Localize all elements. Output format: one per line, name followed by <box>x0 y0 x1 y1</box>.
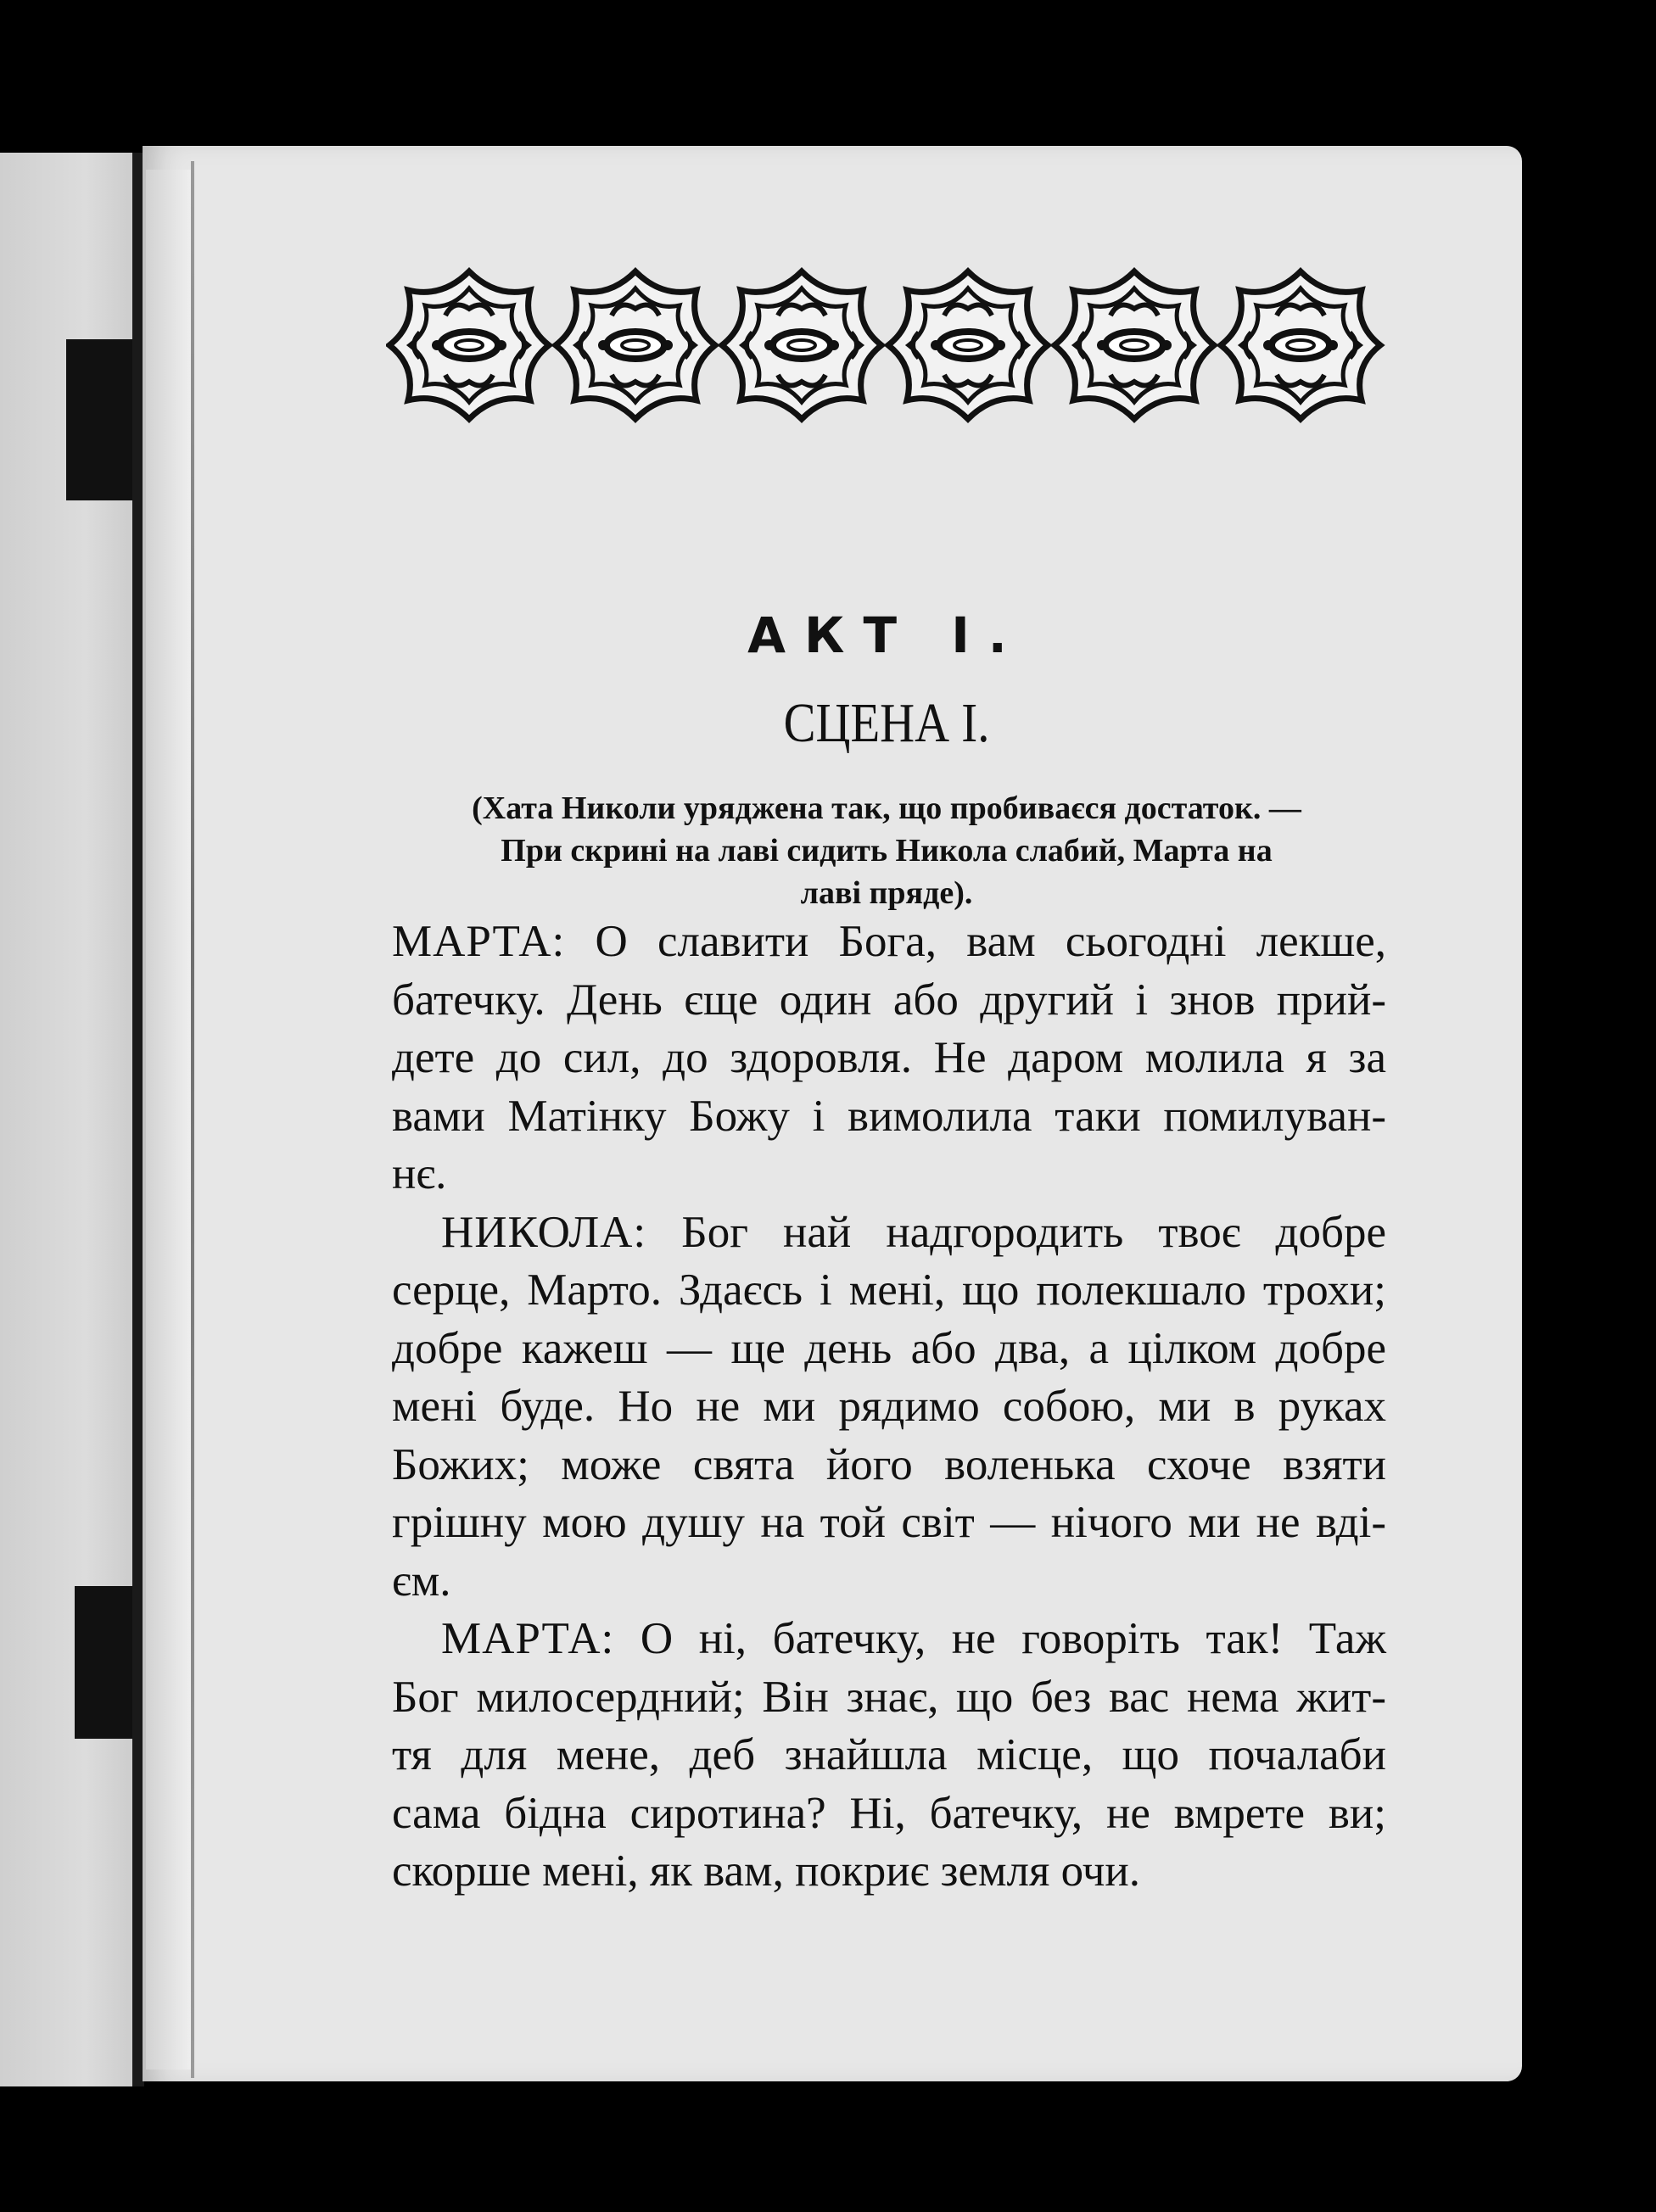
page-gutter <box>146 170 193 2070</box>
dialogue-paragraph <box>392 913 1386 1204</box>
stage-direction <box>386 787 1387 914</box>
act-title: АКТ І. <box>747 606 1026 664</box>
dialogue-line: дете до сил, до здоровля. Не даром молила я за <box>392 1033 1386 1082</box>
dialogue-line: серце, Марто. Здаєсь і мені, що полекшало трохи; <box>392 1265 1386 1315</box>
dialogue-paragraph-cont <box>392 1668 1386 1901</box>
dialogue-line: Бог най надгородить твоє добре <box>681 1207 1386 1257</box>
stage-direction-line: лаві пряде). <box>800 875 973 911</box>
dialogue-paragraph <box>392 1204 1386 1262</box>
dialogue-line: О ні, батечку, не говоріть так! Таж <box>640 1614 1387 1663</box>
dialogue-line: тя для мене, деб знайшла місце, що почалаби <box>392 1730 1386 1779</box>
speaker-name: МАРТА: <box>441 1614 615 1663</box>
floral-border-icon <box>386 265 1387 426</box>
dialogue-line: О славити Бога, вам сьогодні лекше, <box>595 917 1387 966</box>
dialogue-line: мені буде. Но не ми рядимо собою, ми в руках <box>392 1382 1386 1431</box>
gutter-crease <box>191 161 194 2078</box>
stage-direction-line: (Хата Николи уряджена так, що пробиваєся достаток. — <box>472 790 1301 826</box>
dialogue-line: добре кажеш — ще день або два, а цілком добре <box>392 1323 1386 1373</box>
binding-tape-mark <box>75 1586 134 1739</box>
dialogue-line: єм. <box>392 1556 451 1606</box>
scene-title: СЦЕНА І. <box>783 692 990 754</box>
speaker-name: МАРТА: <box>392 917 566 966</box>
dialogue-paragraph-cont <box>392 1261 1386 1610</box>
dialogue-paragraph <box>392 1610 1386 1668</box>
binding-tape-mark <box>66 339 143 500</box>
dialogue-line: нє. <box>392 1149 447 1198</box>
stage-direction-line: При скрині на лаві сидить Никола слабий, Марта на <box>501 833 1273 869</box>
dialogue-line: батечку. День єще один або другий і знов прий- <box>392 975 1386 1025</box>
dialogue-line: скорше мені, як вам, покриє земля очи. <box>392 1846 1141 1896</box>
dialogue-line: Бог милосердний; Він знає, що без вас нема жит- <box>392 1672 1386 1722</box>
speaker-name: НИКОЛА: <box>441 1207 647 1257</box>
dialogue-line: сама бідна сиротина? Ні, батечку, не вмрете ви; <box>392 1788 1386 1838</box>
dialogue-line: вами Матінку Божу і вимолила таки помилуван- <box>392 1091 1386 1141</box>
dialogue-body <box>392 913 1386 1901</box>
dialogue-line: грішну мою душу на той світ — нічого ми не вді- <box>392 1498 1386 1547</box>
dialogue-line: Божих; може свята його воленька схоче взяти <box>392 1439 1386 1489</box>
